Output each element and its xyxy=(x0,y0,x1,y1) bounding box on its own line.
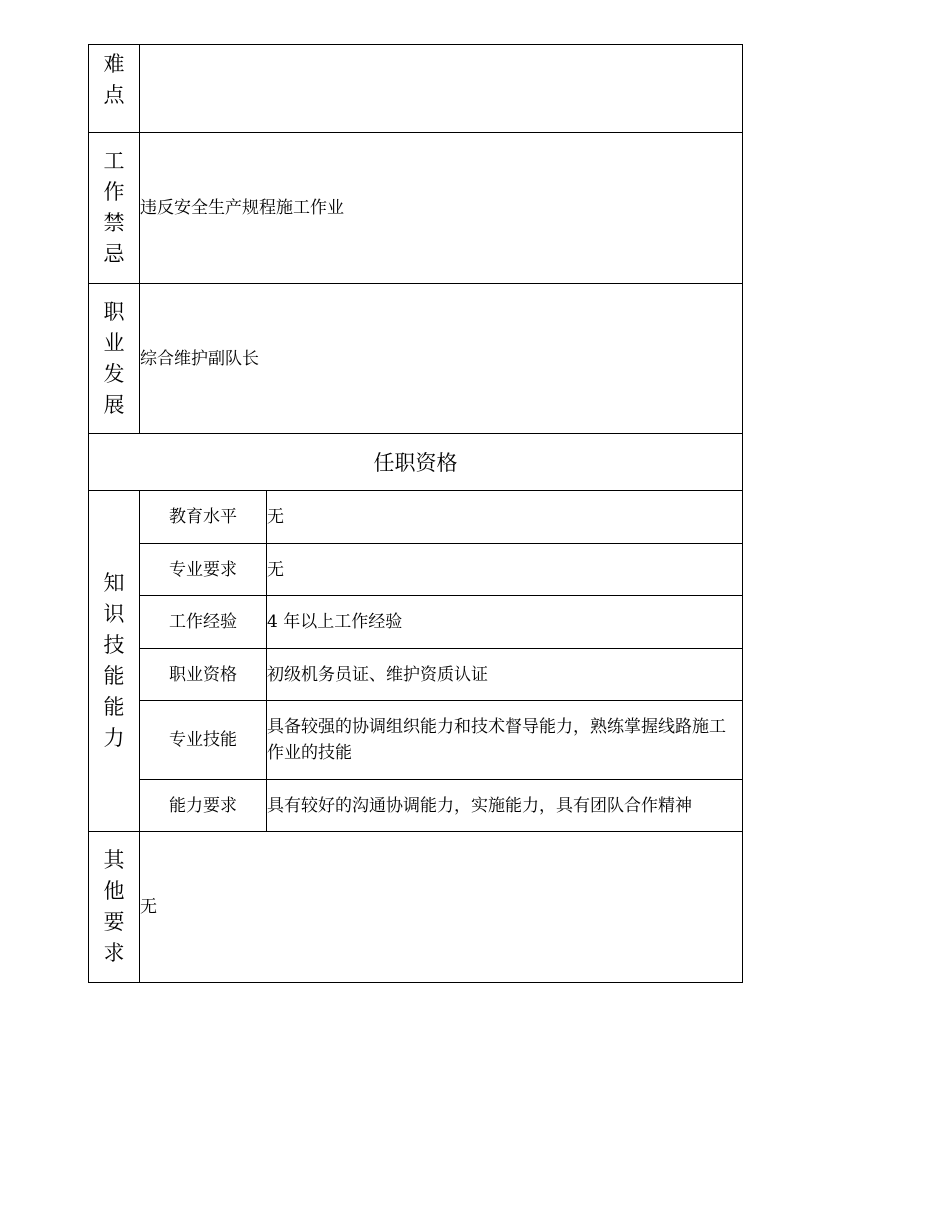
ability-value: 具有较好的沟通协调能力，实施能力，具有团队合作精神 xyxy=(267,780,743,832)
label-char: 求 xyxy=(103,941,125,965)
certification-label: 职业资格 xyxy=(140,649,267,701)
label-char: 禁 xyxy=(103,211,125,235)
qualification-row xyxy=(89,544,743,596)
difficulty-label xyxy=(89,45,140,133)
career-content: 综合维护副队长 xyxy=(140,284,743,434)
label-char: 业 xyxy=(103,330,125,355)
qualification-row xyxy=(89,701,743,780)
experience-value: 4 年以上工作经验 xyxy=(267,596,743,649)
difficulty-row xyxy=(89,45,743,133)
label-char: 发 xyxy=(103,361,125,386)
skills-label: 专业技能 xyxy=(140,701,267,780)
other-row xyxy=(89,832,743,983)
job-description-table xyxy=(88,44,743,983)
qualification-row xyxy=(89,780,743,832)
label-char: 难 xyxy=(103,52,125,76)
major-value: 无 xyxy=(267,544,743,596)
section-title: 任职资格 xyxy=(89,434,743,491)
education-label: 教育水平 xyxy=(140,491,267,544)
qualification-row xyxy=(89,596,743,649)
taboo-label xyxy=(89,133,140,284)
career-label xyxy=(89,284,140,434)
label-char: 忌 xyxy=(103,242,125,266)
qualification-row xyxy=(89,649,743,701)
other-label xyxy=(89,832,140,983)
skills-value: 具备较强的协调组织能力和技术督导能力，熟练掌握线路施工作业的技能 xyxy=(267,701,743,780)
qualifications-header-row xyxy=(89,434,743,491)
label-char: 能 xyxy=(103,664,125,688)
difficulty-content xyxy=(140,45,743,133)
label-char: 能 xyxy=(103,695,125,719)
taboo-content: 违反安全生产规程施工作业 xyxy=(140,133,743,284)
label-char: 他 xyxy=(103,879,125,903)
ability-label: 能力要求 xyxy=(140,780,267,832)
label-char: 其 xyxy=(103,848,125,872)
major-label: 专业要求 xyxy=(140,544,267,596)
label-char: 展 xyxy=(103,392,125,417)
qualification-row xyxy=(89,491,743,544)
career-row xyxy=(89,284,743,434)
label-char: 力 xyxy=(103,726,125,750)
taboo-row xyxy=(89,133,743,284)
label-char: 技 xyxy=(103,633,125,657)
other-content: 无 xyxy=(140,832,743,983)
experience-label: 工作经验 xyxy=(140,596,267,649)
label-char: 职 xyxy=(103,299,125,324)
label-char: 工 xyxy=(103,149,125,173)
knowledge-skills-label xyxy=(89,491,140,832)
certification-value: 初级机务员证、维护资质认证 xyxy=(267,649,743,701)
education-value: 无 xyxy=(267,491,743,544)
label-char: 识 xyxy=(103,602,125,626)
label-char: 作 xyxy=(103,180,125,204)
label-char: 知 xyxy=(103,571,125,595)
label-char: 要 xyxy=(103,910,125,934)
label-char: 点 xyxy=(103,83,125,107)
